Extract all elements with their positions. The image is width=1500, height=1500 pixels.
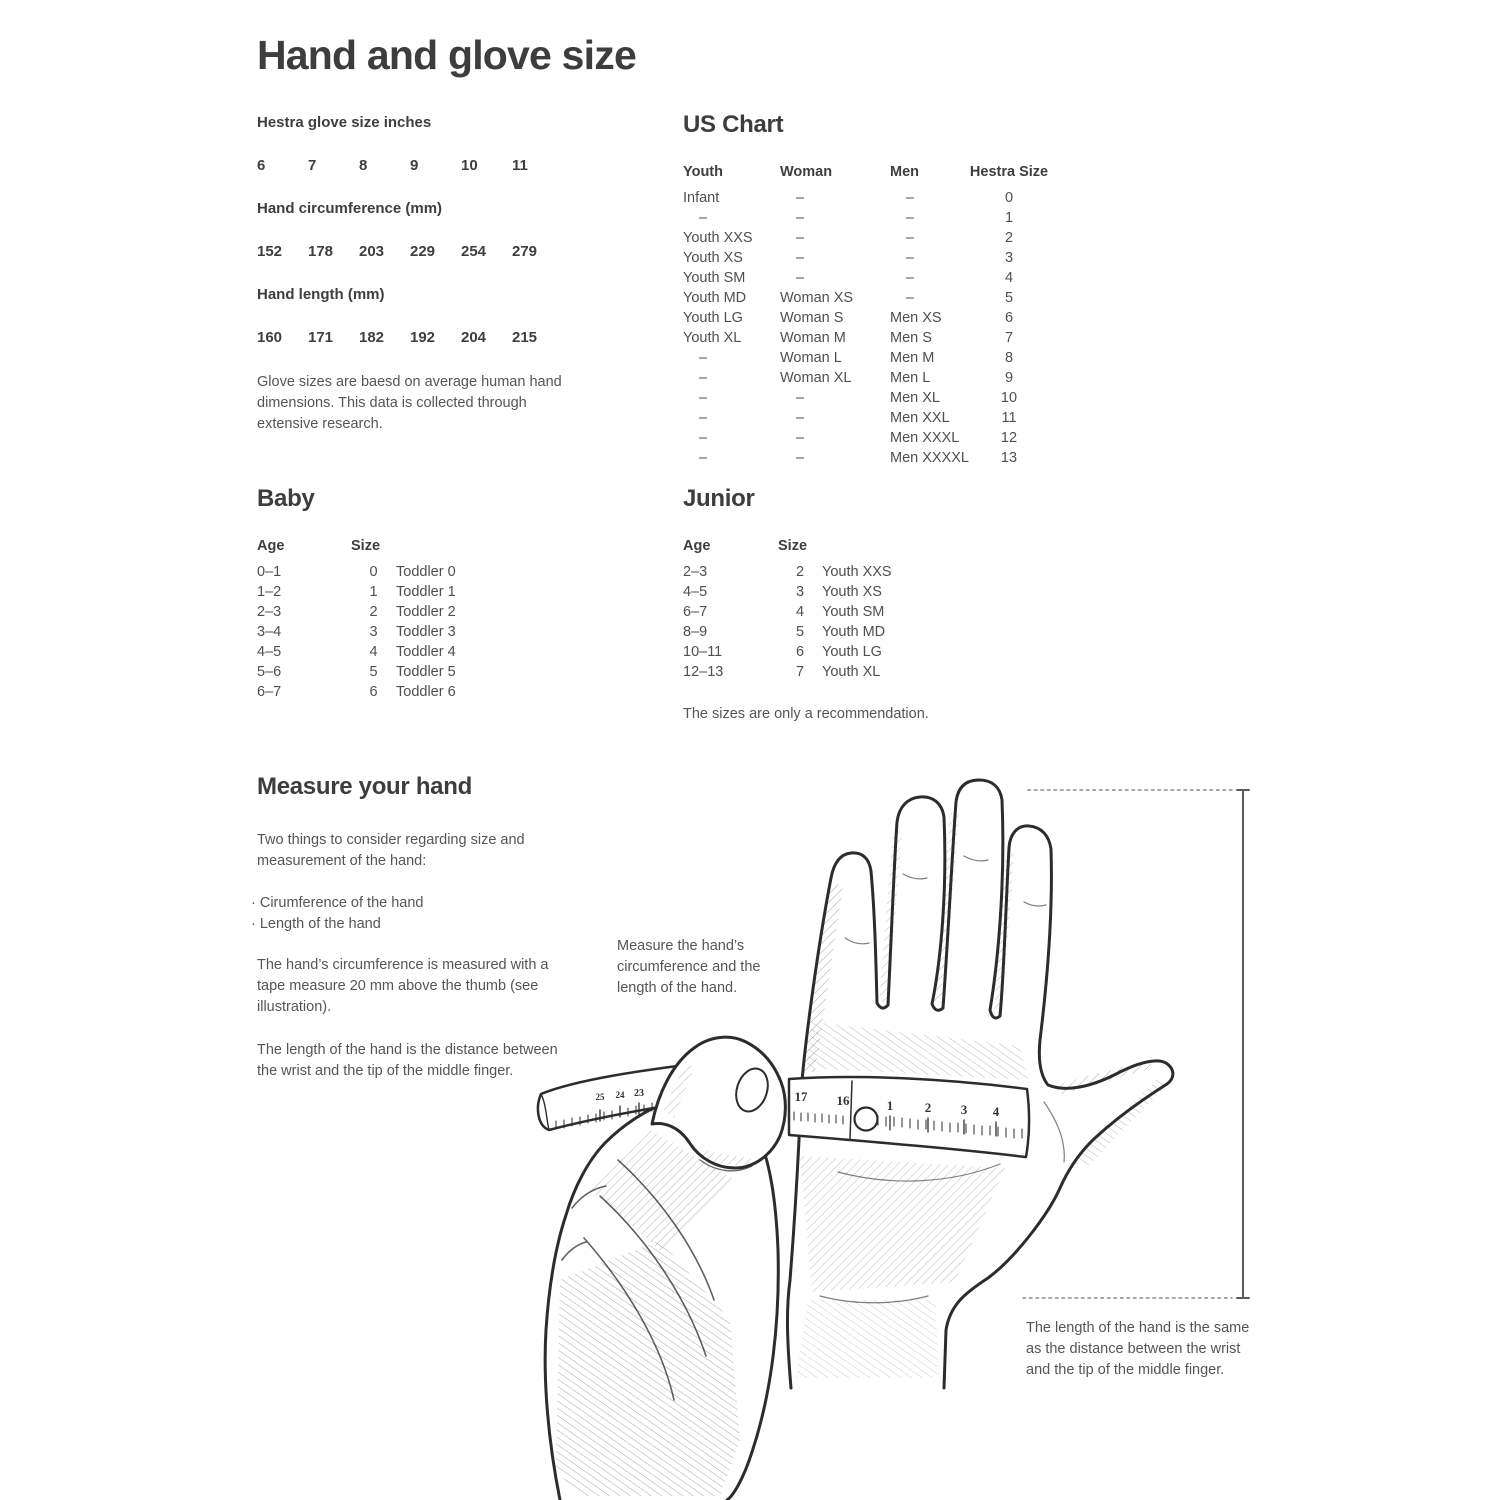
column-header [822,538,942,562]
us-chart-heading: US Chart [683,111,784,138]
measure-paragraph-length: The length of the hand is the distance between the wrist and the tip of the middle finger. [257,1042,558,1079]
value-cell: · Cirumference of the hand [251,893,577,914]
table-cell: 4–5 [683,584,708,600]
table-cell: 0–1 [257,564,282,580]
table-row [683,228,1050,248]
table-cell: 5 [369,664,378,680]
us-chart-section [683,110,1050,468]
tape-number: 24 [615,1090,625,1100]
length-values [257,329,587,346]
table-row [683,328,1050,348]
table-cell: 6 [369,684,378,700]
table-cell: – [796,450,805,466]
table-cell: 10–11 [683,644,723,660]
table-cell: Youth XS [683,250,743,266]
table-cell: 4 [1004,270,1014,286]
tape-number: 4 [992,1104,1000,1119]
tape-rivet [855,1108,878,1131]
table-cell: Youth XXS [683,230,753,246]
table-cell: Woman L [780,350,842,366]
table-cell: Youth LG [822,644,882,660]
table-cell: – [699,390,708,406]
table-cell: – [796,190,805,206]
table-cell: Men XXXL [890,430,960,446]
table-cell: Youth SM [683,270,746,286]
value-cell: 8 [359,157,368,174]
table-cell: 11 [1001,410,1017,426]
table-cell: Youth SM [822,604,885,620]
table-cell: 5 [1004,290,1014,306]
table-cell: 2–3 [257,604,282,620]
table-cell: Youth XS [822,584,882,600]
junior-section [683,484,942,725]
tape-number: 17 [794,1089,808,1104]
table-row [683,428,1050,448]
hand-measurement-illustration [500,770,1270,1500]
table-cell: Toddler 0 [396,564,456,580]
dimensions-section [257,114,587,435]
table-row [683,602,942,622]
table-cell: Men S [890,330,932,346]
table-cell: 2–3 [683,564,708,580]
table-cell: 3 [369,624,378,640]
table-cell: – [906,290,915,306]
table-cell: 5 [795,624,805,640]
table-cell: – [699,410,708,426]
table-cell: Toddler 5 [396,664,456,680]
table-cell: 1 [369,584,378,600]
table-cell: 8 [1004,350,1014,366]
measure-paragraph-circumference: The hand’s circumference is measured with a tape measure 20 mm above the thumb (see illustration). [257,957,549,1015]
value-cell: 204 [461,329,487,346]
column-header: Age [257,538,285,554]
glove-size-label: Hestra glove size inches [257,114,432,131]
table-row [683,368,1050,388]
value-cell: 152 [257,243,283,260]
table-row [683,408,1050,428]
recommendation-note: The sizes are only a recommendation. [683,706,929,722]
table-cell: Men XXL [890,410,950,426]
table-row [683,642,942,662]
table-cell: 3 [1004,250,1014,266]
table-row [683,308,1050,328]
value-cell: 192 [410,329,436,346]
table-cell: Woman S [780,310,844,326]
table-cell: – [699,350,708,366]
table-cell: Toddler 4 [396,644,456,660]
table-cell: 6 [795,644,805,660]
baby-section [257,484,511,702]
table-cell: – [906,250,915,266]
table-row [683,208,1050,228]
value-cell: 160 [257,329,283,346]
table-cell: 7 [1004,330,1014,346]
illustration-caption-left: Measure the hand’s circumference and the length of the hand. [617,938,761,996]
table-cell: Woman XS [780,290,854,306]
table-cell: Men M [890,350,935,366]
illustration-caption-right: The length of the hand is the same as the distance between the wrist and the tip of the middle finger. [1026,1320,1250,1378]
column-header: Age [683,538,711,554]
junior-table [683,538,942,682]
table-row [683,248,1050,268]
column-header: Woman [780,164,833,180]
table-cell: – [699,370,708,386]
table-cell: – [906,230,915,246]
table-cell: Woman XL [780,370,852,386]
table-cell: 1 [1004,210,1014,226]
table-cell: Men XL [890,390,940,406]
column-header: Size [778,538,808,554]
table-cell: Infant [683,190,720,206]
us-chart-header-row [683,164,1050,188]
tape-number: 3 [960,1102,968,1117]
table-row [257,682,511,702]
table-cell: 9 [1004,370,1014,386]
sizing-note: Glove sizes are baesd on average human hand dimensions. This data is collected through extensive research. [257,374,562,432]
table-cell: 13 [1000,450,1018,466]
table-cell: – [699,430,708,446]
table-cell: Youth XL [683,330,742,346]
value-cell: 203 [359,243,385,260]
junior-header-row [683,538,942,562]
value-cell: · Length of the hand [251,914,577,935]
table-cell: 0 [1004,190,1014,206]
value-cell: 279 [512,243,538,260]
value-cell: 7 [308,157,317,174]
table-row [257,582,511,602]
table-row [683,288,1050,308]
table-cell: 3–4 [257,624,282,640]
table-cell: – [906,190,915,206]
table-cell: – [906,210,915,226]
table-row [683,188,1050,208]
page-title: Hand and glove size [257,32,636,78]
table-cell: – [796,410,805,426]
table-cell: – [796,230,805,246]
table-row [683,448,1050,468]
length-measure-line [1237,790,1249,1298]
table-cell: 4–5 [257,644,282,660]
table-cell: 8–9 [683,624,708,640]
glove-size-values [257,157,587,174]
tape-number: 16 [836,1093,850,1108]
table-row [683,662,942,682]
table-cell: 2 [1004,230,1014,246]
table-cell: Youth MD [683,290,747,306]
value-cell: 11 [512,157,528,174]
length-label: Hand length (mm) [257,286,385,303]
table-cell: – [796,390,805,406]
table-row [683,562,942,582]
table-row [257,642,511,662]
baby-header-row [257,538,511,562]
value-cell: 229 [410,243,436,260]
table-row [257,622,511,642]
table-cell: 2 [795,564,805,580]
table-cell: 6 [1004,310,1014,326]
table-cell: 6–7 [257,684,282,700]
table-cell: 5–6 [257,664,282,680]
value-cell: 178 [308,243,334,260]
table-row [257,562,511,582]
column-header [396,538,511,562]
table-cell: – [796,210,805,226]
table-cell: Men XXXXL [890,450,969,466]
baby-heading: Baby [257,485,315,512]
table-cell: 6–7 [683,604,708,620]
table-cell: 12–13 [683,664,724,680]
value-cell: 254 [461,243,487,260]
table-cell: – [699,210,708,226]
us-chart-table [683,164,1050,468]
column-header: Men [890,164,919,180]
table-cell: – [796,250,805,266]
table-row [257,662,511,682]
table-cell: – [796,430,805,446]
table-cell: – [906,270,915,286]
table-row [257,602,511,622]
table-cell: Youth MD [822,624,886,640]
table-cell: Toddler 1 [396,584,456,600]
column-header: Hestra Size [969,164,1049,180]
hand-length-bracket [1023,790,1249,1298]
junior-heading: Junior [683,485,755,512]
table-cell: Youth XXS [822,564,892,580]
value-cell: 171 [308,329,334,346]
value-cell: 9 [410,157,419,174]
tape-number: 2 [924,1100,932,1115]
table-cell: 3 [795,584,805,600]
measure-heading: Measure your hand [257,773,472,800]
table-row [683,582,942,602]
value-cell: 182 [359,329,385,346]
tape-number: 23 [634,1088,644,1099]
table-cell: 12 [1000,430,1018,446]
table-cell: 0 [369,564,378,580]
table-cell: – [699,450,708,466]
table-row [683,622,942,642]
table-cell: Toddler 6 [396,684,456,700]
tape-number: 25 [595,1092,605,1102]
table-cell: – [796,270,805,286]
table-cell: Toddler 2 [396,604,456,620]
value-cell: 215 [512,329,538,346]
circumference-values [257,243,587,260]
tape-number: 1 [886,1098,894,1113]
table-cell: Men L [890,370,931,386]
table-cell: 10 [1000,390,1018,406]
baby-table [257,538,511,702]
table-cell: 1–2 [257,584,282,600]
table-cell: 4 [369,644,378,660]
value-cell: 6 [257,157,266,174]
table-row [683,268,1050,288]
value-cell: 10 [461,157,478,174]
table-row [683,348,1050,368]
table-cell: Toddler 3 [396,624,456,640]
measure-intro: Two things to consider regarding size and measurement of the hand: [257,832,525,869]
table-cell: Woman M [780,330,846,346]
column-header: Youth [683,164,723,180]
table-cell: Youth LG [683,310,743,326]
table-cell: 7 [795,664,805,680]
table-row [683,388,1050,408]
column-header: Size [351,538,381,554]
circumference-label: Hand circumference (mm) [257,200,443,217]
table-cell: 4 [795,604,805,620]
table-cell: Youth XL [822,664,881,680]
table-cell: Men XS [890,310,942,326]
table-cell: 2 [369,604,378,620]
